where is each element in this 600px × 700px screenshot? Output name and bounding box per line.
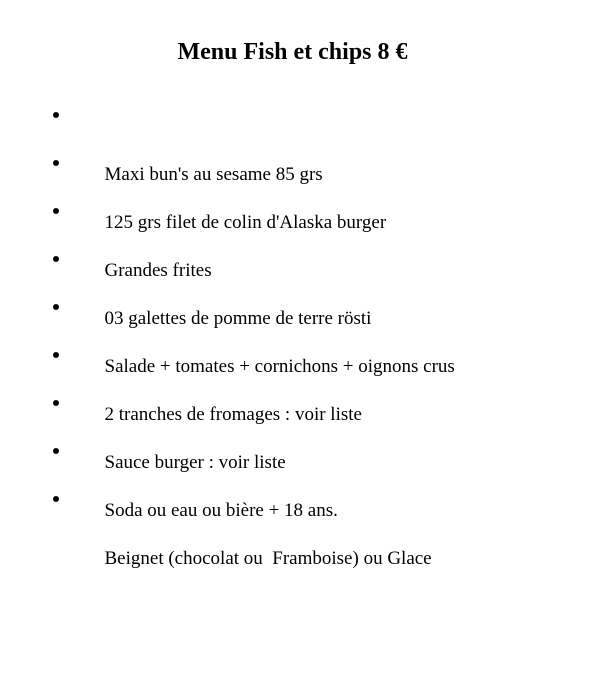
menu-item-text: 125 grs filet de colin d'Alaska burger bbox=[104, 212, 387, 233]
menu-item-text: 2 tranches de fromages : voir liste bbox=[104, 404, 362, 425]
menu-item-text: Maxi bun's au sesame 85 grs bbox=[104, 164, 323, 185]
list-item bbox=[0, 148, 455, 233]
menu-item-text: Sauce burger : voir liste bbox=[104, 452, 286, 473]
list-item bbox=[0, 484, 455, 569]
list-item bbox=[0, 340, 455, 425]
menu-item-text: Beignet (chocolat ou Framboise) ou Glace bbox=[104, 548, 432, 569]
menu-item-text: Soda ou eau ou bière + 18 ans. bbox=[104, 500, 338, 521]
menu-title: Menu Fish et chips 8 € bbox=[177, 39, 408, 65]
list-item bbox=[0, 244, 455, 329]
bullet-icon bbox=[53, 496, 59, 502]
bullet-icon bbox=[53, 112, 59, 118]
bullet-icon bbox=[53, 160, 59, 166]
bullet-icon bbox=[53, 448, 59, 454]
list-item bbox=[0, 436, 455, 521]
menu-item-text: 03 galettes de pomme de terre rösti bbox=[104, 308, 372, 329]
menu-item-list bbox=[0, 100, 455, 569]
bullet-icon bbox=[53, 400, 59, 406]
list-item bbox=[0, 292, 455, 377]
list-item bbox=[0, 100, 455, 185]
bullet-icon bbox=[53, 208, 59, 214]
bullet-icon bbox=[53, 304, 59, 310]
menu-item-text: Salade + tomates + cornichons + oignons crus bbox=[104, 356, 455, 377]
bullet-icon bbox=[53, 256, 59, 262]
list-item bbox=[0, 388, 455, 473]
bullet-icon bbox=[53, 352, 59, 358]
list-item bbox=[0, 196, 455, 281]
menu-item-text: Grandes frites bbox=[104, 260, 212, 281]
